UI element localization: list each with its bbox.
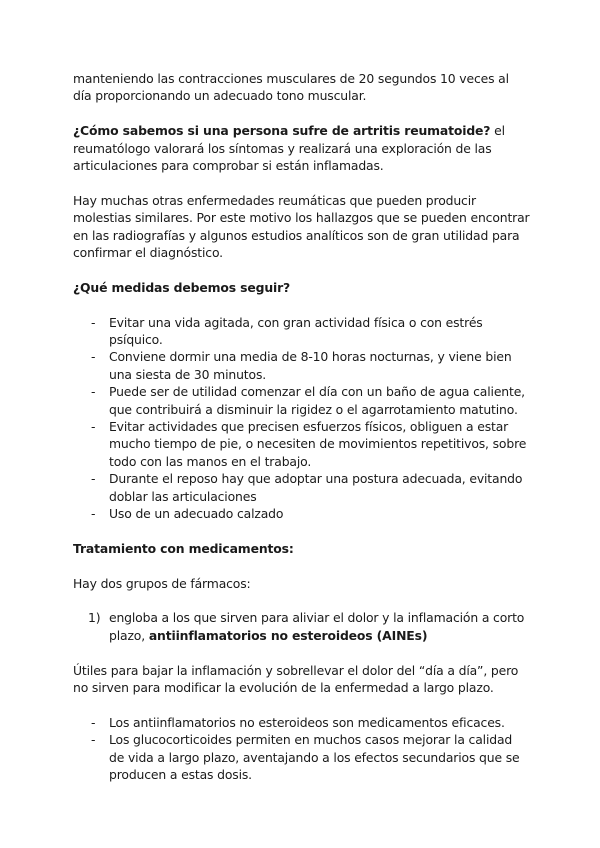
list-item: - Los antiinflamatorios no esteroideos son medicamentos eficaces. (73, 714, 530, 731)
diagnosis-answer: el reumatólogo valorará los síntomas y realizará una exploración de las articulaciones para comprobar si están inflamadas. (73, 123, 505, 174)
diagnosis-paragraph (73, 122, 530, 174)
measures-list (73, 314, 530, 523)
numbered-item-text: engloba a los que sirven para aliviar el dolor y la inflamación a corto plazo, (109, 610, 525, 643)
list-item: - Los glucocorticoides permiten en muchos casos mejorar la calidad de vida a largo plazo, aventajando a los efectos secundarios que se producen a estas dosis. (73, 731, 530, 783)
list-item: - Puede ser de utilidad comenzar el día con un baño de agua caliente, que contribuirá a disminuir la rigidez o el agarrotamiento matutino. (73, 383, 530, 418)
list-item: - Evitar actividades que precisen esfuerzos físicos, obliguen a estar mucho tiempo de pie, o necesiten de movimientos repetitivos, sobre todo con las manos en el trabajo. (73, 418, 530, 470)
list-item: - Conviene dormir una media de 8-10 horas nocturnas, y viene bien una siesta de 30 minutos. (73, 348, 530, 383)
drug-notes-list (73, 714, 530, 784)
other-diseases-paragraph: Hay muchas otras enfermedades reumáticas que pueden producir molestias similares. Por este motivo los hallazgos que se pueden encontrar en las radiografías y algunos estudios analíticos son de gran utilidad para confirmar el diagnóstico. (73, 192, 530, 261)
intro-paragraph: manteniendo las contracciones musculares de 20 segundos 10 veces al día proporcionando un adecuado tono muscular. (73, 71, 509, 104)
numbered-item-bold: antiinflamatorios no esteroideos (AINEs) (148, 627, 428, 643)
list-item: - Durante el reposo hay que adoptar una postura adecuada, evitando doblar las articulaciones (73, 470, 530, 505)
treatment-heading: Tratamiento con medicamentos: (73, 540, 294, 556)
list-item: - Uso de un adecuado calzado (73, 505, 530, 522)
drug-groups-list (73, 609, 530, 644)
numbered-marker: 1) (88, 610, 101, 626)
measures-heading: ¿Qué medidas debemos seguir? (73, 279, 291, 295)
diagnosis-question: ¿Cómo sabemos si una persona sufre de artritis reumatoide? (73, 123, 491, 139)
numbered-item (73, 609, 530, 644)
useful-paragraph: Útiles para bajar la inflamación y sobrellevar el dolor del “día a día”, pero no sirven para modificar la evolución de la enfermedad a largo plazo. (73, 662, 519, 696)
drug-groups-intro: Hay dos grupos de fármacos: (73, 575, 251, 591)
list-item: - Evitar una vida agitada, con gran actividad física o con estrés psíquico. (73, 314, 530, 349)
